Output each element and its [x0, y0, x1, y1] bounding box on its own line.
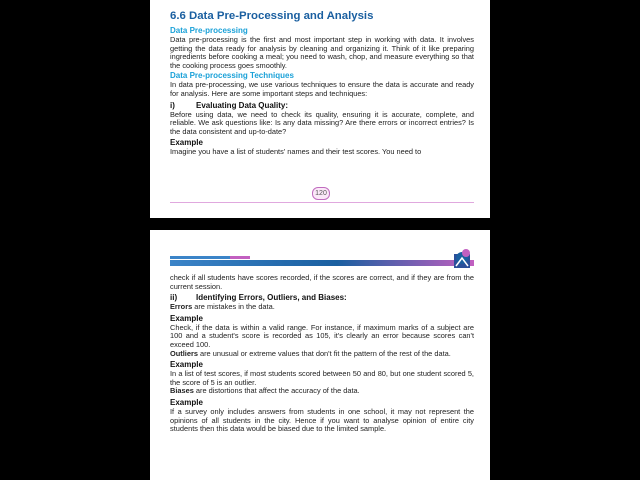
example-label: Example — [170, 313, 203, 323]
chapter-logo-icon — [450, 248, 474, 270]
outliers-definition — [170, 350, 474, 359]
heading-techniques: Data Pre-processing Techniques — [170, 71, 294, 81]
paragraph-outlier-example: In a list of test scores, if most students scored between 50 and 80, but one student scored 5, the score of 5 is an outlier. — [170, 369, 474, 387]
page-2-content — [170, 274, 474, 434]
sub-title: Evaluating Data Quality: — [196, 100, 289, 110]
paragraph-example: Imagine you have a list of students' names and their test scores. You need to — [170, 147, 422, 157]
header-band-dot — [230, 256, 250, 259]
header-band — [170, 260, 474, 266]
biases-text: are distortions that affect the accuracy of the data. — [193, 386, 360, 396]
paragraph-techniques: In data pre-processing, we use various techniques to ensure the data is accurate and ready for analysis. Here are some important steps and techniques: — [170, 80, 474, 98]
paragraph-quality: Before using data, we need to check its quality, ensuring it is accurate, complete, and reliable. We ask questions like: Is any data missing? Are there errors or incorrect entries? Is the data consistent and up-to-date? — [170, 109, 474, 136]
biases-definition — [170, 387, 474, 396]
errors-term: Errors — [170, 302, 193, 312]
example-label: Example — [170, 397, 203, 407]
example-label: Example — [170, 360, 203, 370]
example-label: Example — [170, 138, 203, 148]
paragraph-error-example: Check, if the data is within a valid range. For instance, if maximum marks of a subject are 100 and a student's score is recorded as 105, it's clearly an error because scores can't exceed 100. — [170, 322, 474, 349]
document-page-1 — [150, 0, 490, 218]
biases-term: Biases — [170, 386, 194, 396]
header-band-accent — [170, 256, 230, 259]
sub-title: Identifying Errors, Outliers, and Biases: — [196, 293, 347, 303]
paragraph-bias-example: If a survey only includes answers from students in one school, it may not represent the opinions of all students in the city. Hence if you want to analyse opinion of entire city students then this data would be biased due to the limited sample. — [170, 406, 474, 434]
section-title: 6.6 Data Pre-Processing and Analysis — [170, 10, 374, 22]
sub-roman-numeral: i) — [170, 100, 175, 110]
heading-data-preprocessing: Data Pre-processing — [170, 26, 248, 35]
outliers-text: are unusual or extreme values that don't fit the pattern of the rest of the data. — [197, 348, 451, 358]
document-page-2 — [150, 230, 490, 480]
errors-text: are mistakes in the data. — [192, 302, 275, 312]
footer-divider — [170, 202, 474, 203]
paragraph-intro: Data pre-processing is the first and most important step in working with data. It involves getting the data ready for analysis by cleaning and organizing it. Think of it like preparing ingredients before cooking a meal; you need to wash, chop, and measure everything so that the cooking process goes smoothly. — [170, 35, 474, 70]
errors-definition — [170, 303, 474, 312]
page-number: 120 — [312, 187, 330, 200]
page-1-content — [170, 10, 474, 157]
sub-roman-numeral: ii) — [170, 293, 178, 303]
outliers-term: Outliers — [170, 348, 198, 358]
paragraph-continued: check if all students have scores recorded, if the scores are correct, and if they are from the current session. — [170, 273, 474, 291]
